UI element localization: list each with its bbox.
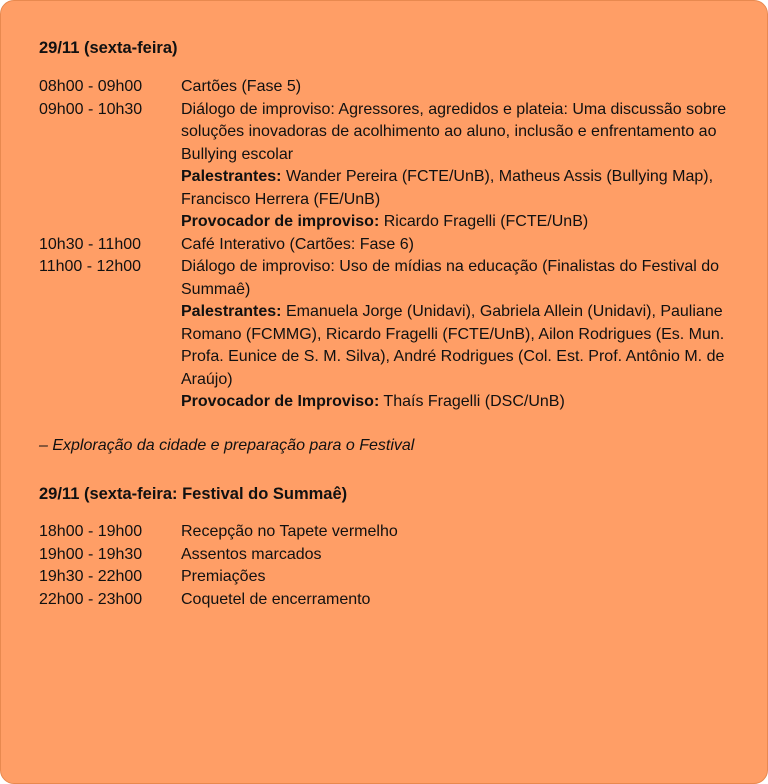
activity-title: Diálogo de improviso: Agressores, agredidos e plateia: Uma discussão sobre soluções inovadoras de acolhimento ao aluno, inclusão e enfrentamento ao Bullying escolar xyxy=(181,100,727,163)
schedule-row xyxy=(39,544,739,567)
speakers: Palestrantes: Wander Pereira (FCTE/UnB), Matheus Assis (Bullying Map), Francisco Herrera (FE/UnB) xyxy=(181,168,714,208)
day2-schedule xyxy=(39,521,739,611)
activity xyxy=(181,256,739,414)
time-slot: 19h30 - 22h00 xyxy=(39,568,143,585)
schedule-row xyxy=(39,234,739,257)
time-slot: 09h00 - 10h30 xyxy=(39,100,143,118)
activity: Coquetel de encerramento xyxy=(181,590,371,608)
note-text: – Exploração da cidade e preparação para o Festival xyxy=(39,437,415,454)
activity: Recepção no Tapete vermelho xyxy=(181,523,398,540)
activity-title: Diálogo de improviso: Uso de mídias na educação (Finalistas do Festival do Summaê) xyxy=(181,258,720,298)
speakers: Palestrantes: Emanuela Jorge (Unidavi), Gabriela Allein (Unidavi), Pauliane Romano (FCMMG), Ricardo Fragelli (FCTE/UnB), Ailon Rodrigues (Es. Mun. Profa. Eunice de S. M. Silva), André Rodrigues (Col. Est. Prof. Antônio M. de Araújo) xyxy=(181,303,725,388)
schedule-row xyxy=(39,76,739,99)
activity: Assentos marcados xyxy=(181,545,322,563)
time-slot: 11h00 - 12h00 xyxy=(39,258,142,275)
schedule-row xyxy=(39,256,739,414)
activity: Premiações xyxy=(181,568,266,585)
activity: Café Interativo (Cartões: Fase 6) xyxy=(181,235,414,253)
schedule-row xyxy=(39,521,739,544)
time-slot: 22h00 - 23h00 xyxy=(39,590,143,608)
day2-title: 29/11 (sexta-feira: Festival do Summaê) xyxy=(39,485,348,503)
schedule-row xyxy=(39,99,739,234)
schedule-row xyxy=(39,566,739,589)
activity xyxy=(181,99,739,234)
day1-schedule xyxy=(39,76,739,414)
schedule-row xyxy=(39,589,739,612)
time-slot: 10h30 - 11h00 xyxy=(39,235,142,253)
day1-title: 29/11 (sexta-feira) xyxy=(39,39,178,57)
time-slot: 08h00 - 09h00 xyxy=(39,78,143,95)
provocador: Provocador de Improviso: Thaís Fragelli (DSC/UnB) xyxy=(181,393,565,410)
activity: Cartões (Fase 5) xyxy=(181,78,302,95)
time-slot: 18h00 - 19h00 xyxy=(39,523,143,540)
provocador: Provocador de improviso: Ricardo Fragelli (FCTE/UnB) xyxy=(181,213,589,230)
time-slot: 19h00 - 19h30 xyxy=(39,545,143,563)
